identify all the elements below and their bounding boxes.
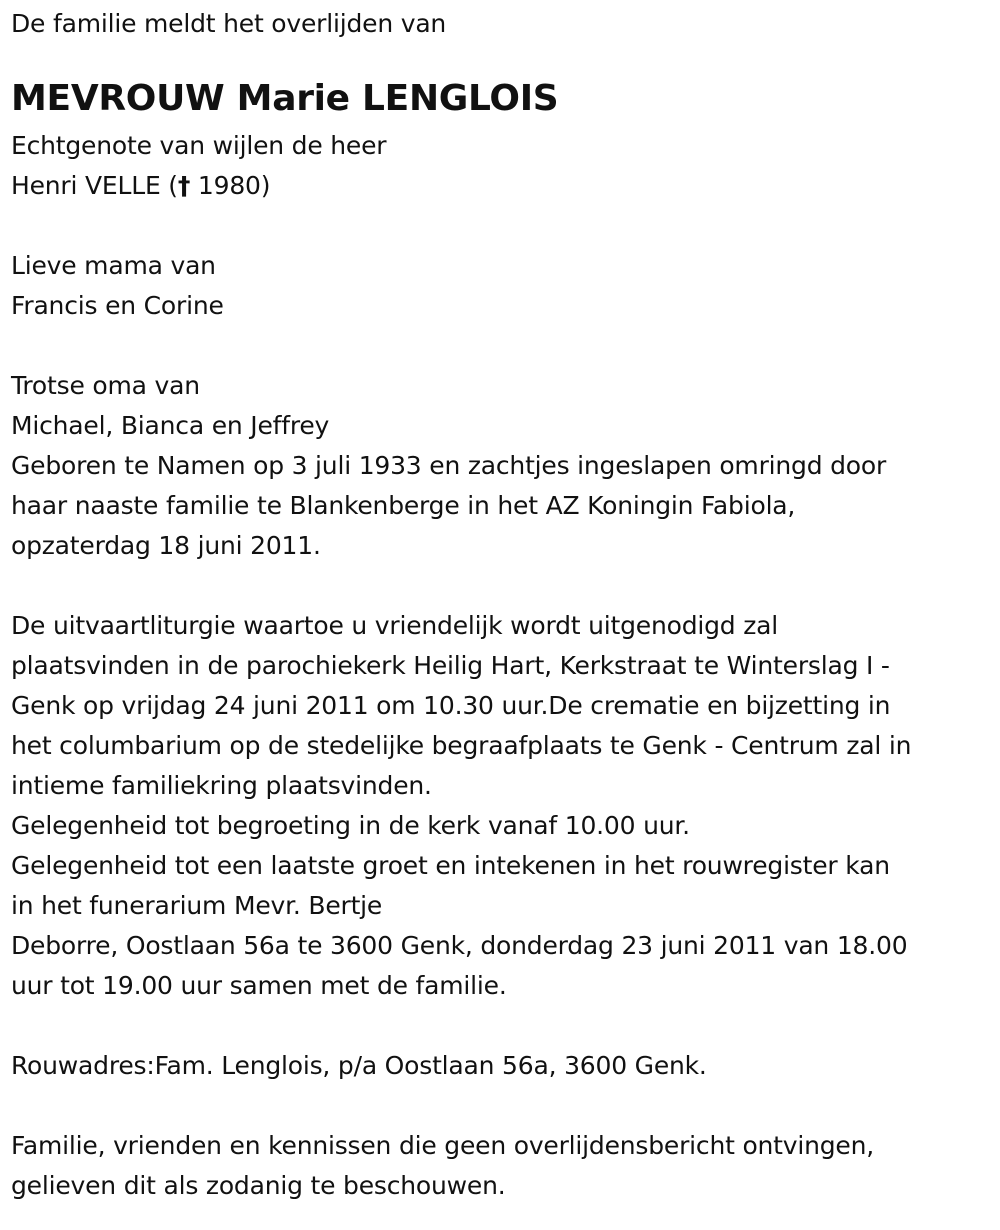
funeral-line: intieme familiekring plaatsvinden. bbox=[11, 771, 432, 800]
children-intro: Lieve mama van bbox=[11, 251, 216, 280]
spacer bbox=[11, 44, 991, 68]
spacer bbox=[11, 326, 991, 366]
funeral-line: De uitvaartliturgie waartoe u vriendelijk wordt uitgenodigd zal bbox=[11, 611, 779, 640]
obituary-notice bbox=[11, 4, 991, 1206]
grandchildren-intro: Trotse oma van bbox=[11, 371, 200, 400]
spouse-name-line bbox=[11, 166, 991, 206]
birth-line: haar naaste familie te Blankenberge in het AZ Koningin Fabiola, bbox=[11, 491, 796, 520]
birth-line: Geboren te Namen op 3 juli 1933 en zachtjes ingeslapen omringd door bbox=[11, 451, 887, 480]
mourning-address: Rouwadres:Fam. Lenglois, p/a Oostlaan 56a, 3600 Genk. bbox=[11, 1051, 707, 1080]
children-names: Francis en Corine bbox=[11, 291, 224, 320]
intro-text: De familie meldt het overlijden van bbox=[11, 9, 447, 38]
grandchildren-names: Michael, Bianca en Jeffrey bbox=[11, 411, 330, 440]
funeral-line: uur tot 19.00 uur samen met de familie. bbox=[11, 971, 507, 1000]
spacer bbox=[11, 206, 991, 246]
funeral-line: Deborre, Oostlaan 56a te 3600 Genk, donderdag 23 juni 2011 van 18.00 bbox=[11, 931, 908, 960]
spacer bbox=[11, 1006, 991, 1046]
spacer bbox=[11, 1086, 991, 1126]
closing-line: gelieven dit als zodanig te beschouwen. bbox=[11, 1171, 506, 1200]
funeral-line: Genk op vrijdag 24 juni 2011 om 10.30 uur.De crematie en bijzetting in bbox=[11, 691, 891, 720]
spacer bbox=[11, 566, 991, 606]
spouse-line: Echtgenote van wijlen de heer bbox=[11, 131, 387, 160]
closing-line: Familie, vrienden en kennissen die geen overlijdensbericht ontvingen, bbox=[11, 1131, 875, 1160]
deceased-name-title: MEVROUW Marie LENGLOIS bbox=[11, 78, 559, 119]
spouse-death-year: 1980) bbox=[197, 171, 271, 200]
birth-line: opzaterdag 18 juni 2011. bbox=[11, 531, 321, 560]
funeral-line: in het funerarium Mevr. Bertje bbox=[11, 891, 383, 920]
funeral-line: het columbarium op de stedelijke begraafplaats te Genk - Centrum zal in bbox=[11, 731, 912, 760]
funeral-line: plaatsvinden in de parochiekerk Heilig Hart, Kerkstraat te Winterslag I - bbox=[11, 651, 890, 680]
cross-icon: † bbox=[177, 171, 191, 200]
funeral-line: Gelegenheid tot een laatste groet en intekenen in het rouwregister kan bbox=[11, 851, 890, 880]
spouse-name: Henri VELLE ( bbox=[11, 171, 178, 200]
funeral-line: Gelegenheid tot begroeting in de kerk vanaf 10.00 uur. bbox=[11, 811, 690, 840]
